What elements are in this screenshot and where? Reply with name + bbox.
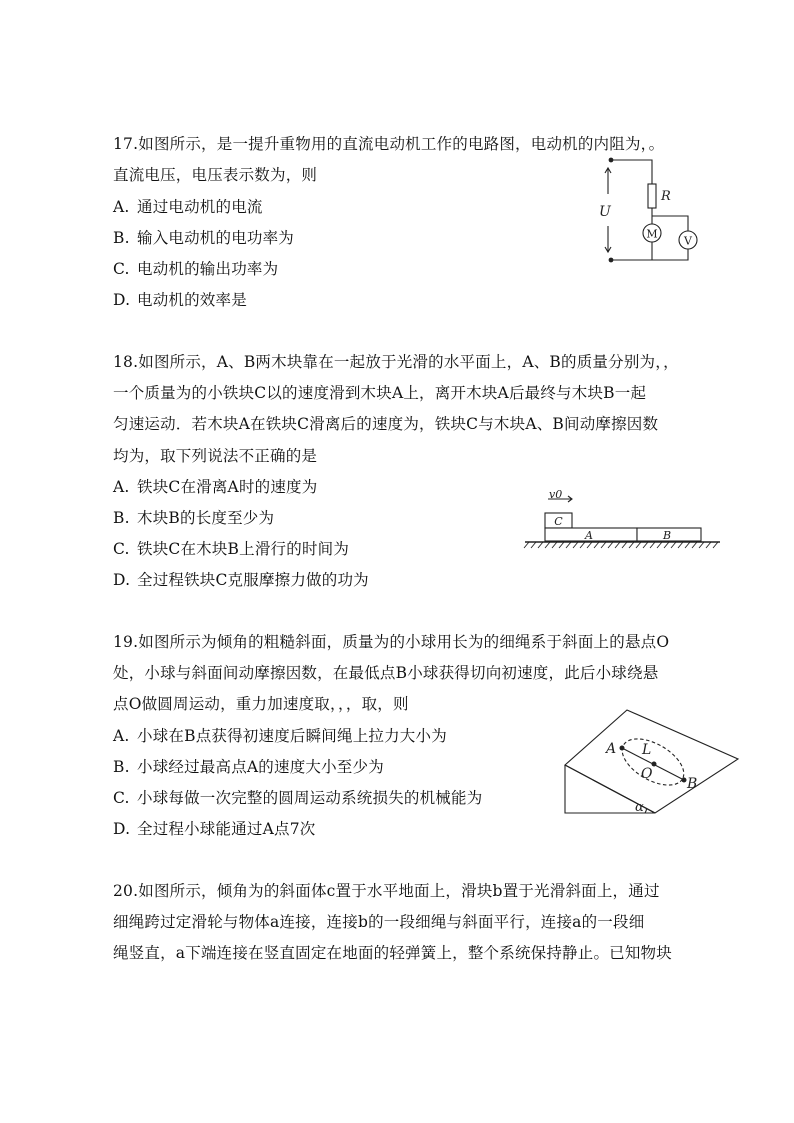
q19-label-a: A (606, 741, 617, 757)
q17-circuit-figure (590, 150, 700, 270)
q19-label-b: B (687, 776, 698, 792)
ground-hatch (545, 542, 550, 548)
ground-hatch (664, 542, 669, 548)
q19-stem-line-2: 处，小球与斜面间动摩擦因数，在最低点B小球获得切向初速度，此后小球绕悬 (113, 664, 659, 682)
q19-option-d (113, 819, 315, 839)
option-letter: C. (113, 540, 130, 558)
option-text: 小球在B点获得初速度后瞬间绳上拉力大小为 (137, 727, 447, 745)
q19-label-l: L (642, 742, 652, 758)
ground-hatch (692, 542, 697, 548)
q18-option-c (113, 539, 349, 559)
q19-label-alpha: α (635, 800, 644, 815)
option-letter: D. (113, 291, 131, 309)
ground-hatch (629, 542, 634, 548)
option-letter: C. (113, 260, 130, 278)
ground-hatch (594, 542, 599, 548)
ground-hatch (643, 542, 648, 548)
ground-hatch (685, 542, 690, 548)
q19-option-a (113, 726, 447, 746)
ground-hatch (678, 542, 683, 548)
q18-label-c: C (554, 515, 563, 528)
q17-option-a (113, 197, 263, 217)
q18-label-v0: v0 (549, 488, 563, 501)
ground-hatch (531, 542, 536, 548)
q19-option-b (113, 757, 384, 777)
option-text: 木块B的长度至少为 (137, 509, 275, 527)
option-letter: D. (113, 820, 131, 838)
option-text: 通过电动机的电流 (137, 198, 263, 216)
option-text: 全过程小球能通过A点7次 (137, 820, 316, 838)
option-text: 电动机的效率是 (137, 291, 247, 309)
q17-label-voltmeter: V (684, 234, 692, 248)
q19-stem-line-1: 19.如图所示为倾角的粗糙斜面，质量为的小球用长为的细绳系于斜面上的悬点O (113, 633, 670, 651)
ground-hatch (615, 542, 620, 548)
option-letter: A. (113, 478, 130, 496)
ground-hatch (650, 542, 655, 548)
option-letter: A. (113, 727, 130, 745)
q19-stem-line-3: 点O做圆周运动，重力加速度取，，，取，则 (113, 695, 409, 713)
option-text: 铁块C在滑离A时的速度为 (137, 478, 318, 496)
q17-option-d (113, 290, 247, 310)
ground-hatch (706, 542, 711, 548)
q17-option-b (113, 228, 294, 248)
q18-option-b (113, 508, 274, 528)
ground-hatch (580, 542, 585, 548)
ground-hatch (552, 542, 557, 548)
q18-option-d (113, 570, 369, 590)
q18-stem-line-3: 匀速运动．若木块A在铁块C滑离后的速度为，铁块C与木块A、B间动摩擦因数 (113, 415, 659, 433)
q18-stem-line-1: 18.如图所示，A、B两木块靠在一起放于光滑的水平面上，A、B的质量分别为，， (113, 353, 679, 371)
q19-option-c (113, 788, 482, 808)
ground-hatch (573, 542, 578, 548)
option-letter: B. (113, 758, 130, 776)
q18-stem-line-4: 均为，取下列说法不正确的是 (113, 447, 318, 465)
option-text: 全过程铁块C克服摩擦力做的功为 (137, 571, 369, 589)
q19-label-o: O (641, 766, 653, 782)
option-text: 小球每做一次完整的圆周运动系统损失的机械能为 (137, 789, 483, 807)
q17-label-r: R (661, 189, 671, 204)
ground-hatch (608, 542, 613, 548)
ground-hatch (713, 542, 718, 548)
option-text: 铁块C在木块B上滑行的时间为 (137, 540, 350, 558)
q19-incline-figure (565, 710, 745, 820)
q20-stem-line-3: 绳竖直，a下端连接在竖直固定在地面的轻弹簧上，整个系统保持静止。已知物块 (113, 944, 672, 962)
q17-stem-line-1: 17.如图所示，是一提升重物用的直流电动机工作的电路图，电动机的内阻为，。 (113, 135, 665, 153)
q17-label-motor: M (646, 227, 658, 241)
ground-hatch (657, 542, 662, 548)
ground-hatch (524, 542, 529, 548)
q18-stem-line-2: 一个质量为的小铁块C以的速度滑到木块A上，离开木块A后最终与木块B一起 (113, 384, 647, 402)
ground-hatch (601, 542, 606, 548)
option-text: 电动机的输出功率为 (137, 260, 279, 278)
option-text: 输入电动机的电功率为 (137, 229, 295, 247)
q18-label-a: A (585, 529, 593, 542)
q17-stem-line-2: 直流电压，电压表示数为，则 (113, 166, 318, 184)
ground-hatch (671, 542, 676, 548)
option-letter: A. (113, 198, 130, 216)
q17-option-c (113, 259, 278, 279)
option-letter: B. (113, 509, 130, 527)
q17-label-u: U (599, 204, 611, 220)
ground-hatch (566, 542, 571, 548)
option-letter: B. (113, 229, 130, 247)
q20-stem-line-2: 细绳跨过定滑轮与物体a连接，连接b的一段细绳与斜面平行，连接a的一段细 (113, 913, 645, 931)
q18-option-a (113, 477, 317, 497)
q18-blocks-figure (525, 484, 725, 554)
q20-stem-line-1: 20.如图所示，倾角为的斜面体c置于水平地面上，滑块b置于光滑斜面上，通过 (113, 882, 660, 900)
ground-hatch (636, 542, 641, 548)
q18-label-b: B (662, 529, 672, 542)
option-letter: D. (113, 571, 131, 589)
ground-hatch (622, 542, 627, 548)
ground-hatch (559, 542, 564, 548)
ground-hatch (538, 542, 543, 548)
option-letter: C. (113, 789, 130, 807)
ground-hatch (587, 542, 592, 548)
ground-hatch (699, 542, 704, 548)
option-text: 小球经过最高点A的速度大小至少为 (137, 758, 384, 776)
